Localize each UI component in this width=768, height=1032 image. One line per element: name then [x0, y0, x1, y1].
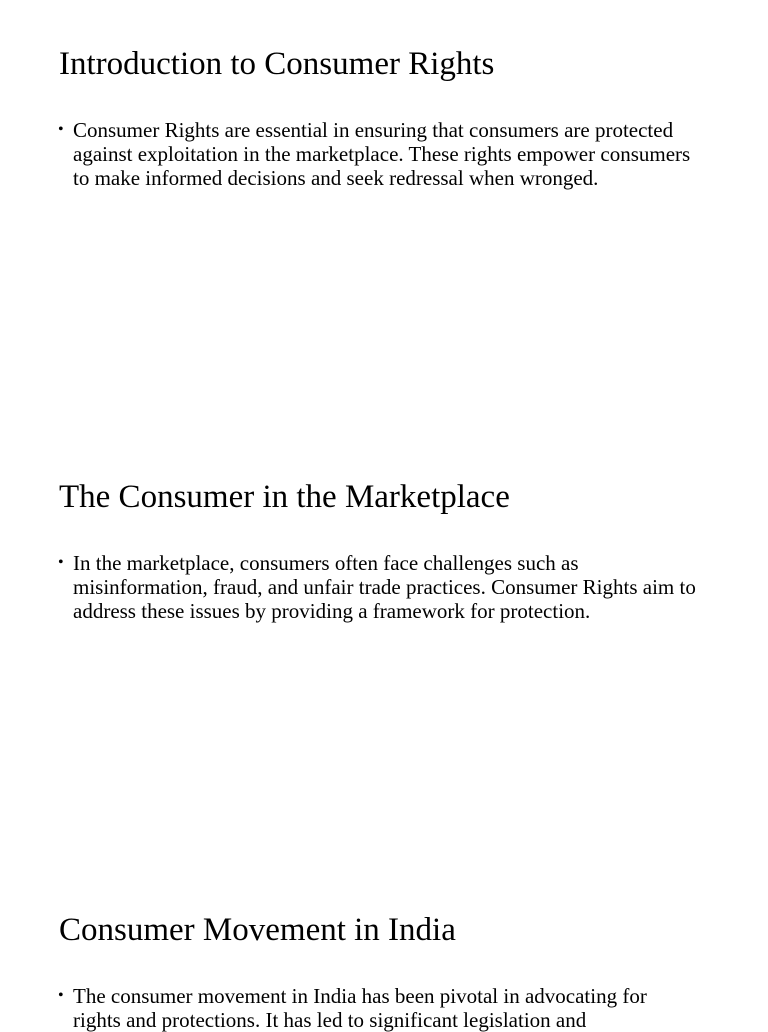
bullet-item [58, 118, 698, 190]
bullet-icon: • [58, 121, 64, 138]
bullet-text: In the marketplace, consumers often face challenges such as misinformation, fraud, and unfair trade practices. Consumer Rights aim to address these issues by providing a framework for protection. [73, 551, 696, 623]
bullet-text: Consumer Rights are essential in ensuring that consumers are protected against exploitation in the marketplace. These rights empower consumers to make informed decisions and seek redressal when wronged. [73, 118, 691, 190]
bullet-item [58, 551, 698, 623]
slide-title: Introduction to Consumer Rights [59, 46, 495, 82]
bullet-text: The consumer movement in India has been pivotal in advocating for rights and protections. It has led to significant legislation and [73, 984, 647, 1032]
slide-title: Consumer Movement in India [59, 912, 456, 948]
bullet-icon: • [58, 554, 64, 571]
bullet-icon: • [58, 987, 64, 1004]
bullet-item [58, 984, 698, 1032]
slide-title: The Consumer in the Marketplace [59, 479, 510, 515]
